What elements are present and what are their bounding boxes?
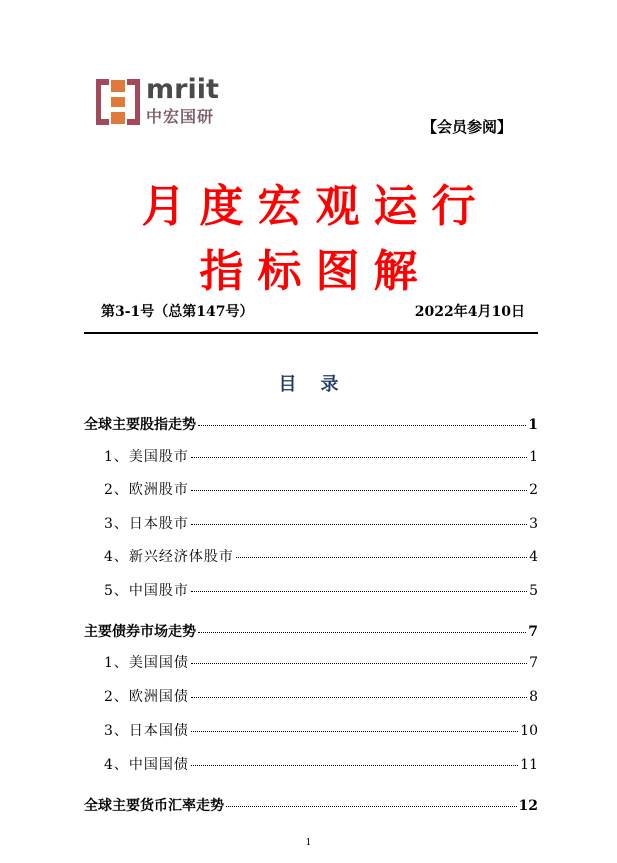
toc-leader-dots <box>191 489 527 491</box>
toc-entry-label: 4、中国国债 <box>104 757 189 773</box>
toc-entry-emerging-stocks[interactable] <box>104 546 538 566</box>
toc-leader-dots <box>191 662 527 664</box>
toc-entry-page: 4 <box>529 549 538 565</box>
toc-leader-dots <box>191 523 527 525</box>
toc-leader-dots <box>236 556 527 558</box>
page-number: 1 <box>305 838 312 848</box>
toc-entry-us-bonds[interactable] <box>104 652 538 672</box>
logo-chinese-text: 中宏国研 <box>146 107 215 126</box>
toc-leader-dots <box>191 730 518 732</box>
toc-entry-page: 7 <box>528 624 538 640</box>
toc-entry-label: 4、新兴经济体股市 <box>104 549 234 565</box>
toc-entry-page: 12 <box>518 798 538 814</box>
toc-entry-page: 2 <box>529 482 538 498</box>
toc-leader-dots <box>198 631 526 633</box>
toc-entry-japan-bonds[interactable] <box>104 720 538 740</box>
toc-leader-dots <box>191 590 527 592</box>
toc-leader-dots <box>191 764 518 766</box>
logo-english-text: mriit <box>146 74 219 105</box>
toc-entry-page: 10 <box>520 723 538 739</box>
toc-entry-fx-rates[interactable] <box>84 795 538 815</box>
header-divider <box>84 332 538 334</box>
toc-entry-label: 3、日本国债 <box>104 723 189 739</box>
mriit-logo <box>96 74 226 128</box>
issue-number: 第3-1号（总第147号） <box>101 304 254 320</box>
toc-entry-page: 1 <box>529 449 538 465</box>
toc-heading: 目录 <box>278 374 363 395</box>
toc-entry-page: 11 <box>520 757 538 773</box>
toc-entry-page: 1 <box>528 417 538 433</box>
toc-entry-label: 全球主要货币汇率走势 <box>84 798 224 814</box>
issue-date: 2022年4月10日 <box>414 304 525 320</box>
toc-leader-dots <box>191 696 527 698</box>
toc-entry-label: 2、欧洲国债 <box>104 689 189 705</box>
toc-leader-dots <box>198 424 526 426</box>
report-title-line1: 月度宏观运行 <box>141 181 490 232</box>
toc-entry-page: 7 <box>529 655 538 671</box>
member-reference-tag: 【会员参阅】 <box>422 118 513 136</box>
toc-entry-page: 8 <box>529 689 538 705</box>
toc-leader-dots <box>226 805 517 807</box>
toc-entry-page: 3 <box>529 516 538 532</box>
toc-entry-china-bonds[interactable] <box>104 754 538 774</box>
report-title-line2: 指标图解 <box>199 246 432 297</box>
toc-entry-label: 1、美国国债 <box>104 655 189 671</box>
toc-entry-japan-stocks[interactable] <box>104 513 538 533</box>
toc-entry-label: 全球主要股指走势 <box>84 417 196 433</box>
toc-entry-label: 5、中国股市 <box>104 583 189 599</box>
toc-entry-china-stocks[interactable] <box>104 580 538 600</box>
toc-leader-dots <box>191 456 527 458</box>
toc-entry-label: 主要债券市场走势 <box>84 624 196 640</box>
toc-entry-label: 1、美国股市 <box>104 449 189 465</box>
toc-entry-bond-markets[interactable] <box>84 621 538 641</box>
logo-mark-icon <box>96 78 140 126</box>
toc-entry-eu-stocks[interactable] <box>104 479 538 499</box>
toc-entry-page: 5 <box>529 583 538 599</box>
toc-entry-label: 2、欧洲股市 <box>104 482 189 498</box>
toc-entry-us-stocks[interactable] <box>104 446 538 466</box>
toc-entry-global-stocks[interactable] <box>84 414 538 434</box>
toc-entry-label: 3、日本股市 <box>104 516 189 532</box>
toc-entry-eu-bonds[interactable] <box>104 686 538 706</box>
